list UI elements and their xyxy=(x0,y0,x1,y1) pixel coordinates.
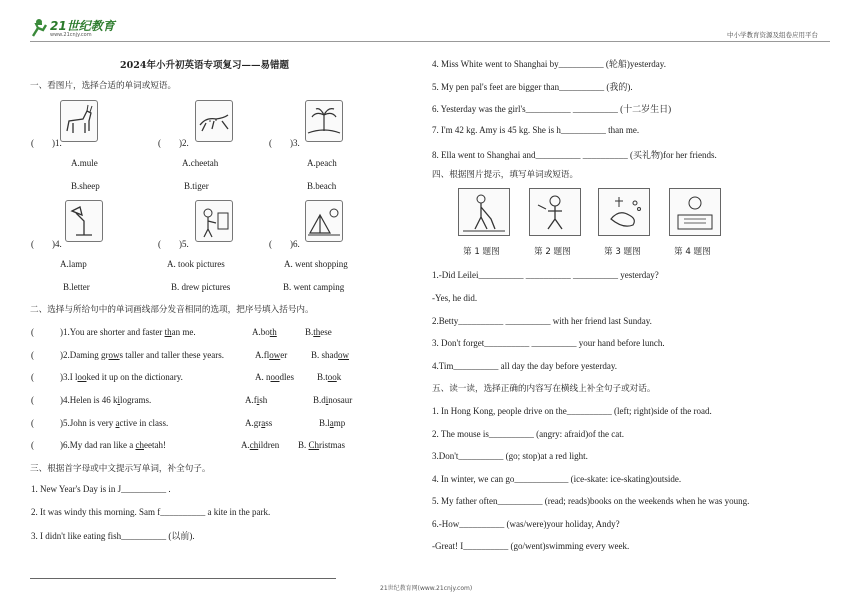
option-text: sh xyxy=(259,395,268,405)
option-underlined: th xyxy=(313,327,321,337)
s2-option-b-4 xyxy=(313,395,352,405)
beach-picture xyxy=(305,100,343,142)
cheetah-picture xyxy=(195,100,233,142)
logo-text: 21世纪教育 xyxy=(50,19,115,33)
caption-q4: 第 4 题图 xyxy=(674,247,711,257)
footer-rule xyxy=(30,578,336,579)
s1-q1-option-b: B.sheep xyxy=(71,181,100,191)
platform-label: 中小学教育资源及组卷应用平台 xyxy=(727,31,818,39)
logo-subtext: www.21cnjy.com xyxy=(50,32,92,38)
caption-q1: 第 1 题图 xyxy=(463,247,500,257)
underlined-part: ch xyxy=(135,440,144,450)
playing-picture xyxy=(529,188,581,236)
camping-picture xyxy=(305,200,343,242)
s5-item-3: 3.Don't__________ (go; stop)at a red light. xyxy=(432,451,588,461)
option-text: A.fl xyxy=(255,350,270,360)
answer-bracket: ( xyxy=(31,350,34,360)
s4-item-1-answer: -Yes, he did. xyxy=(432,293,478,303)
s1-q4: ( )4. xyxy=(31,239,62,249)
s1-q4-option-a: A.lamp xyxy=(60,259,87,269)
s2-question-2 xyxy=(60,350,224,360)
s2-paren-3 xyxy=(31,372,34,382)
s1-q3-option-a: A.peach xyxy=(307,158,337,168)
sentence-text: s taller and taller these years. xyxy=(119,350,224,360)
s1-q5: ( )5. xyxy=(158,239,189,249)
s2-option-a-4 xyxy=(245,395,267,405)
s2-option-a-2 xyxy=(255,350,287,360)
s2-option-a-6 xyxy=(241,440,279,450)
sentence-text: My dad ran like a xyxy=(69,440,136,450)
s2-option-b-5 xyxy=(319,418,345,428)
s2-question-6 xyxy=(60,440,166,450)
s2-option-a-3 xyxy=(255,372,294,382)
s5-item-4: 4. In winter, we can go____________ (ice-skate: ice-skating)outside. xyxy=(432,474,682,484)
s3-item-4: 4. Miss White went to Shanghai by__________ (轮船)yesterday. xyxy=(432,59,666,69)
question-number: )2. xyxy=(60,350,70,360)
s2-question-4 xyxy=(60,395,151,405)
s1-q5-option-b: B. drew pictures xyxy=(171,282,231,292)
sentence-text: ked it up on the dictionary. xyxy=(86,372,183,382)
s1-q6-option-a: A. went shopping xyxy=(284,259,348,269)
sentence-text: John is very xyxy=(69,418,116,428)
s5-item-1: 1. In Hong Kong, people drive on the__________ (left; right)side of the road. xyxy=(432,406,712,416)
s2-paren-1 xyxy=(31,327,34,337)
underlined-part: i xyxy=(117,395,121,405)
option-text: B. xyxy=(305,327,314,337)
option-text: nosaur xyxy=(328,395,353,405)
s2-question-1 xyxy=(60,327,196,337)
answer-bracket: ( xyxy=(31,418,34,428)
s4-item-4: 4.Tim__________ all day the day before yesterday. xyxy=(432,361,618,371)
s1-q3: ( )3. xyxy=(269,138,300,148)
section4-heading: 四、根据图片提示，填写单词或短语。 xyxy=(432,170,579,180)
sentence-text: Daming gr xyxy=(69,350,109,360)
option-text: B.d xyxy=(313,395,326,405)
section2-heading: 二、选择与所给句中的单词画线部分发音相同的选项，把序号填入括号内。 xyxy=(30,305,314,315)
sentence-text: eetah! xyxy=(143,440,166,450)
s3-item-2: 2. It was windy this morning. Sam f__________ a kite in the park. xyxy=(31,507,271,517)
s2-option-a-5 xyxy=(245,418,272,428)
option-text: A.gr xyxy=(245,418,262,428)
s1-q1: ( )1. xyxy=(31,138,62,148)
option-underlined: i xyxy=(256,395,260,405)
underlined-part: a xyxy=(115,418,120,428)
s2-option-b-6 xyxy=(298,440,345,450)
underlined-part: ow xyxy=(108,350,120,360)
s3-item-1: 1. New Year's Day is in J__________ . xyxy=(31,484,171,494)
sick-in-bed-picture xyxy=(669,188,721,236)
s1-q5-option-a: A. took pictures xyxy=(167,259,225,269)
s1-q2-option-a: A.cheetah xyxy=(182,158,219,168)
s1-q6-option-b: B. went camping xyxy=(283,282,345,292)
s2-paren-4 xyxy=(31,395,34,405)
option-underlined: ch xyxy=(249,440,259,450)
option-text: A.f xyxy=(245,395,257,405)
option-text: ristmas xyxy=(319,440,346,450)
question-number: )5. xyxy=(60,418,70,428)
answer-bracket: ( xyxy=(31,395,34,405)
answer-bracket: ( xyxy=(31,372,34,382)
option-underlined: i xyxy=(325,395,329,405)
option-underlined: a xyxy=(261,418,266,428)
page-title: 2024年小升初英语专项复习——易错题 xyxy=(120,60,289,71)
s5-item-6: 6.-How__________ (was/were)your holiday, Andy? xyxy=(432,519,620,529)
underlined-part: oo xyxy=(77,372,87,382)
option-underlined: ow xyxy=(269,350,281,360)
option-underlined: Ch xyxy=(308,440,320,450)
underlined-part: th xyxy=(164,327,172,337)
s4-item-3: 3. Don't forget__________ __________ your hand before lunch. xyxy=(432,338,665,348)
option-text: k xyxy=(336,372,342,382)
lamp-picture xyxy=(65,200,103,242)
option-text: B.t xyxy=(317,372,328,382)
s3-item-8: 8. Ella went to Shanghai and__________ __________ (买礼物)for her friends. xyxy=(432,150,717,160)
s2-option-b-3 xyxy=(317,372,341,382)
s2-option-b-2 xyxy=(311,350,349,360)
option-text: er xyxy=(280,350,288,360)
sentence-text: You are shorter and faster xyxy=(69,327,165,337)
option-text: dles xyxy=(279,372,294,382)
s2-question-3 xyxy=(60,372,183,382)
s4-item-1: 1.-Did Leilei__________ __________ __________ yesterday? xyxy=(432,270,659,280)
question-number: )1. xyxy=(60,327,70,337)
question-number: )4. xyxy=(60,395,70,405)
sentence-text: ctive in class. xyxy=(119,418,169,428)
s2-paren-6 xyxy=(31,440,34,450)
answer-bracket: ( xyxy=(31,440,34,450)
sentence-text: Helen is 46 k xyxy=(69,395,118,405)
s5-item-5: 5. My father often__________ (read; reads)books on the weekends when he was young. xyxy=(432,496,750,506)
sentence-text: lograms. xyxy=(120,395,152,405)
section5-heading: 五、读一读，选择正确的内容写在横线上补全句子或对话。 xyxy=(432,384,656,394)
s5-item-2: 2. The mouse is__________ (angry: afraid)of the cat. xyxy=(432,429,625,439)
s1-q2-option-b: B.tiger xyxy=(184,181,209,191)
option-text: ese xyxy=(320,327,332,337)
s5-item-6-answer: -Great! I__________ (go/went)swimming every week. xyxy=(432,541,630,551)
s1-q3-option-b: B.beach xyxy=(307,181,337,191)
option-text: B. shad xyxy=(311,350,338,360)
s2-option-a-1 xyxy=(252,327,277,337)
section3-heading: 三、根据首字母或中文提示写单词，补全句子。 xyxy=(30,464,211,474)
sentence-text: I l xyxy=(69,372,78,382)
s3-item-3: 3. I didn't like eating fish__________ (以前). xyxy=(31,531,195,541)
s1-q6: ( )6. xyxy=(269,239,300,249)
s3-item-5: 5. My pen pal's feet are bigger than__________ (我的). xyxy=(432,82,633,92)
option-text: ss xyxy=(265,418,273,428)
drawing-picture xyxy=(195,200,233,242)
caption-q2: 第 2 题图 xyxy=(534,247,571,257)
option-text: A.bo xyxy=(252,327,270,337)
header-rule xyxy=(30,41,830,42)
sentence-text: an me. xyxy=(171,327,196,337)
section1-heading: 一、看图片，选择合适的单词或短语。 xyxy=(30,81,177,91)
option-text: A. n xyxy=(255,372,271,382)
option-text: B. xyxy=(298,440,309,450)
s4-item-2: 2.Betty__________ __________ with her friend last Sunday. xyxy=(432,316,652,326)
s2-question-5 xyxy=(60,418,168,428)
s3-item-7: 7. I'm 42 kg. Amy is 45 kg. She is h__________ than me. xyxy=(432,125,640,135)
option-text: ildren xyxy=(258,440,280,450)
option-underlined: th xyxy=(269,327,277,337)
question-number: )3. xyxy=(60,372,70,382)
washing-hands-picture xyxy=(598,188,650,236)
s3-item-6: 6. Yesterday was the girl's__________ __________ (十二岁生日) xyxy=(432,104,672,114)
sweeping-picture xyxy=(458,188,510,236)
option-underlined: a xyxy=(329,418,334,428)
option-text: B.l xyxy=(319,418,330,428)
option-text: A. xyxy=(241,440,250,450)
s2-paren-5 xyxy=(31,418,34,428)
s2-option-b-1 xyxy=(305,327,332,337)
mule-picture xyxy=(60,100,98,142)
s1-q4-option-b: B.letter xyxy=(63,282,90,292)
question-number: )6. xyxy=(60,440,70,450)
s1-q2: ( )2. xyxy=(158,138,189,148)
s1-q1-option-a: A.mule xyxy=(71,158,98,168)
option-text: mp xyxy=(333,418,346,428)
option-underlined: oo xyxy=(270,372,280,382)
option-underlined: oo xyxy=(327,372,337,382)
s2-paren-2 xyxy=(31,350,34,360)
option-underlined: ow xyxy=(338,350,349,360)
caption-q3: 第 3 题图 xyxy=(604,247,641,257)
footer-site: 21世纪教育网(www.21cnjy.com) xyxy=(380,585,473,592)
answer-bracket: ( xyxy=(31,327,34,337)
